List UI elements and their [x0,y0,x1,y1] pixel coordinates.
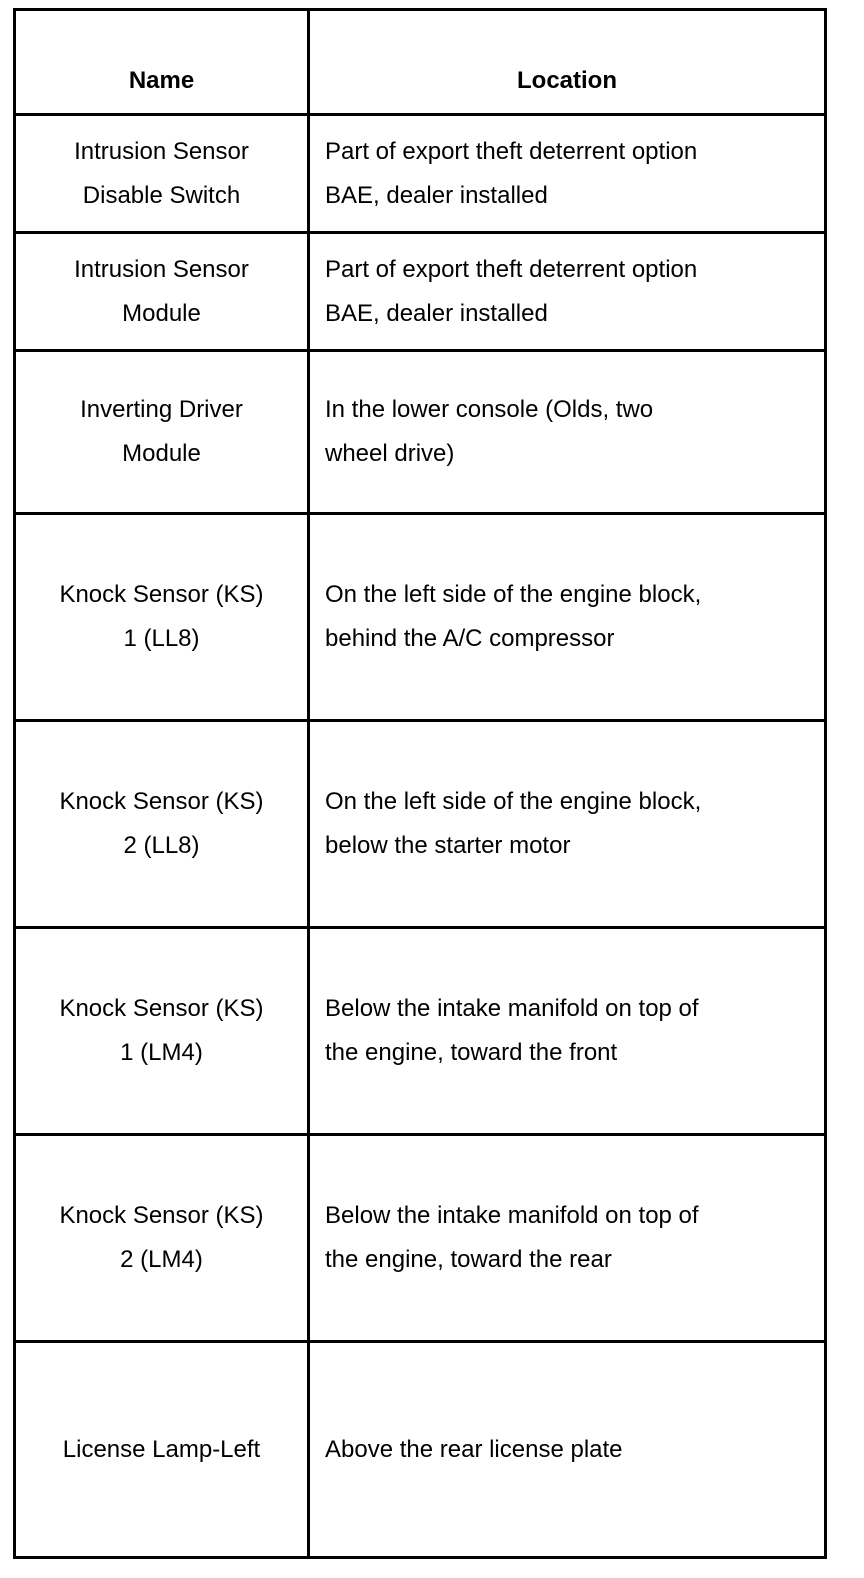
name-cell-line: License Lamp-Left [62,1435,261,1463]
location-cell-line: On the left side of the engine block, [325,788,702,815]
name-cell [15,233,309,351]
location-cell-line: Below the intake manifold on top of [325,995,699,1022]
location-cell-line: In the lower console (Olds, two [325,396,654,423]
location-cell [309,233,826,351]
location-cell [309,1135,826,1342]
name-cell-line: Module [122,299,201,327]
table-row [15,514,826,721]
location-cell-line: the engine, toward the rear [325,1246,612,1273]
name-cell [15,514,309,721]
name-cell-line: 1 (LM4) [120,1039,203,1066]
location-cell-line: Part of export theft deterrent option [325,137,698,165]
name-cell [15,115,309,233]
location-cell-line: BAE, dealer installed [325,181,548,209]
location-cell-line: wheel drive) [325,440,455,467]
table-row [15,1342,826,1558]
name-cell-line: Module [122,440,201,467]
name-cell [15,928,309,1135]
location-cell-line: Above the rear license plate [325,1435,623,1463]
component-location-table [13,8,827,1559]
location-cell-line: Below the intake manifold on top of [325,1202,699,1229]
name-cell-line: 1 (LL8) [123,625,200,652]
location-cell [309,115,826,233]
location-cell-line: below the starter motor [325,832,571,859]
location-cell-line: BAE, dealer installed [325,299,548,327]
header-row [15,10,826,115]
name-cell-line: Knock Sensor (KS) [59,1202,264,1229]
location-cell [309,514,826,721]
location-cell-line: Part of export theft deterrent option [325,255,698,283]
name-cell-line: Inverting Driver [80,396,243,423]
name-cell-line: 2 (LL8) [123,832,200,859]
location-cell-line: behind the A/C compressor [325,625,615,652]
table-row [15,233,826,351]
name-cell-line: Intrusion Sensor [74,255,249,283]
name-cell-line: Intrusion Sensor [74,137,249,165]
table-row [15,1135,826,1342]
name-cell [15,1342,309,1558]
name-cell [15,351,309,514]
name-cell-line: Knock Sensor (KS) [59,581,264,608]
location-cell [309,928,826,1135]
table-row [15,115,826,233]
table-row [15,351,826,514]
header-name: Name [15,10,309,115]
table-row [15,721,826,928]
name-cell-line: Knock Sensor (KS) [59,788,264,815]
name-cell [15,721,309,928]
location-cell [309,351,826,514]
header-location: Location [309,10,826,115]
table-row [15,928,826,1135]
name-cell-line: 2 (LM4) [120,1246,203,1273]
location-cell [309,1342,826,1558]
name-cell-line: Disable Switch [82,181,241,209]
location-cell-line: the engine, toward the front [325,1039,618,1066]
location-cell-line: On the left side of the engine block, [325,581,702,608]
name-cell-line: Knock Sensor (KS) [59,995,264,1022]
name-cell [15,1135,309,1342]
location-cell [309,721,826,928]
